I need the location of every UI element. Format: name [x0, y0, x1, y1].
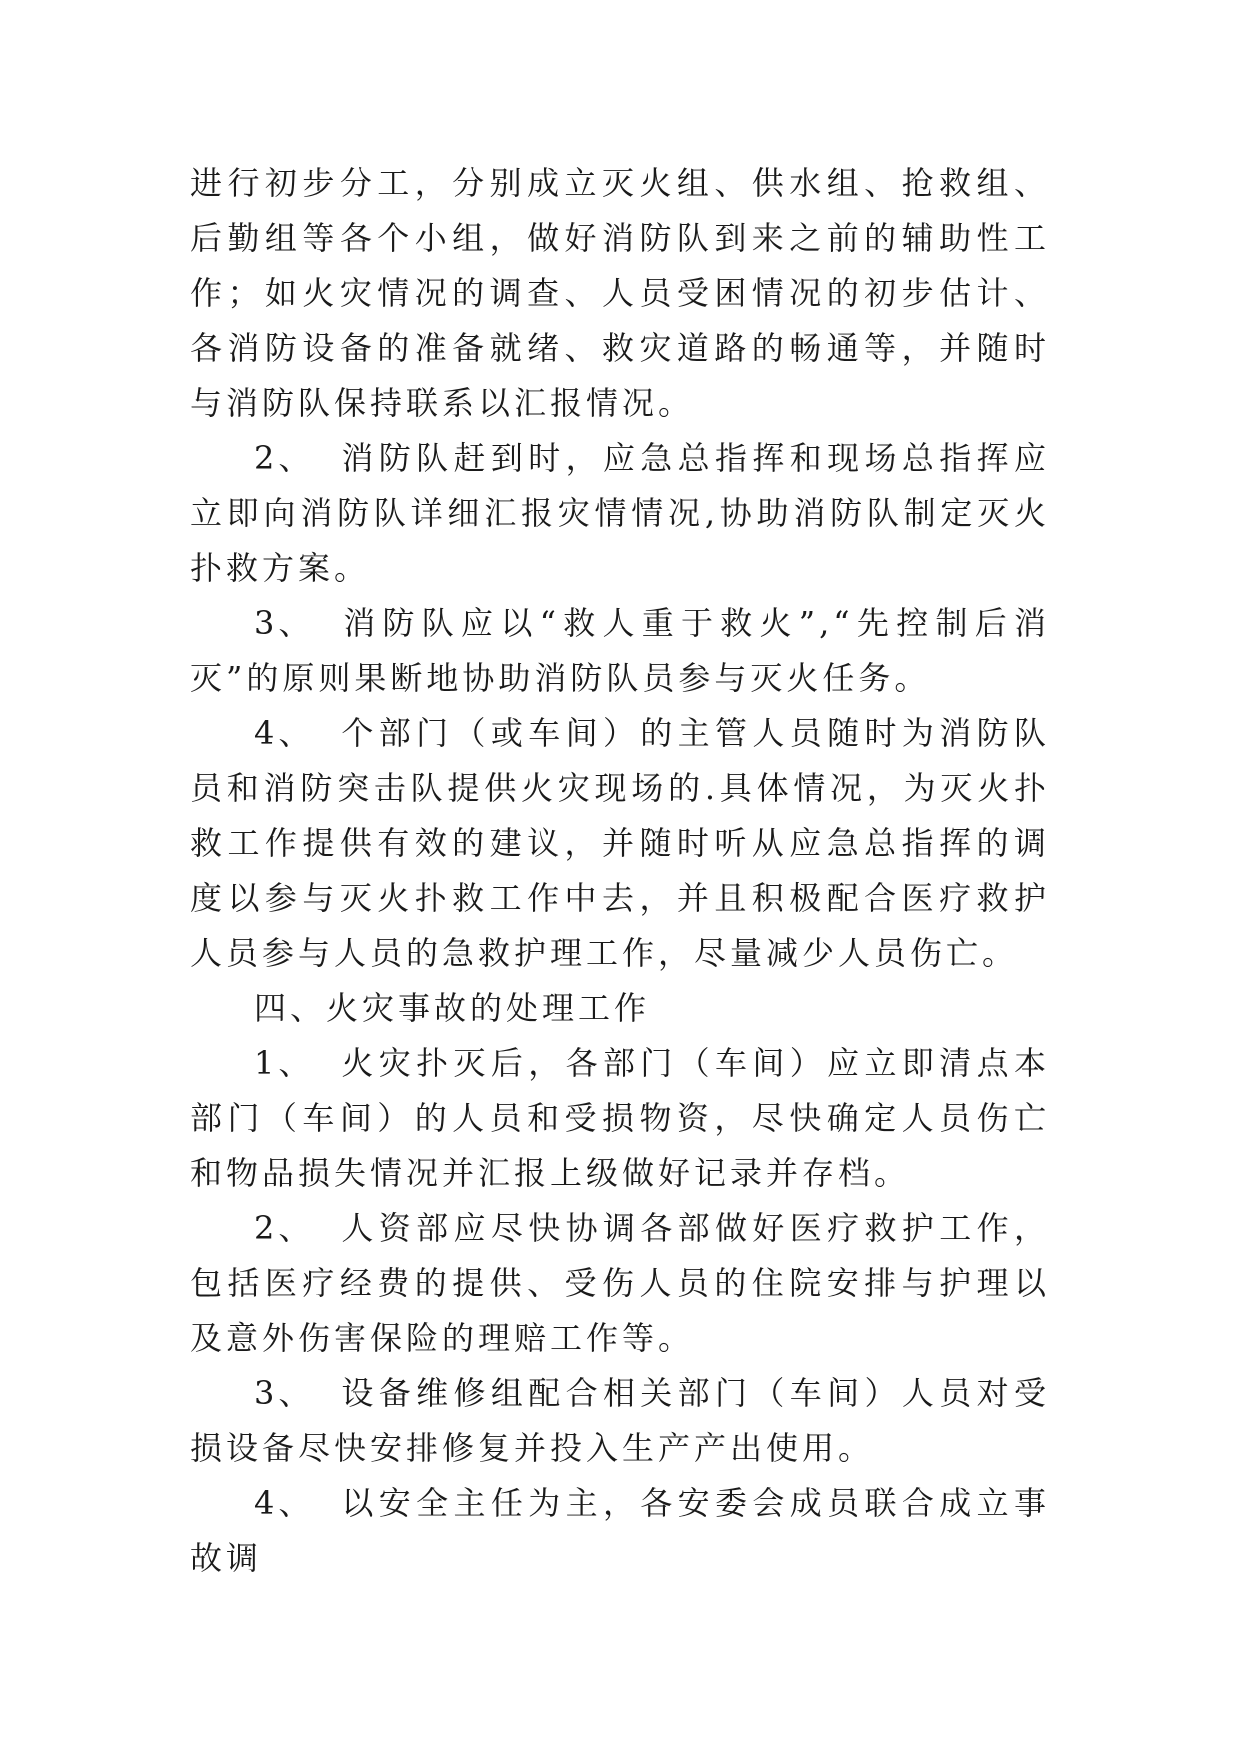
paragraph-number: 2、: [254, 1209, 315, 1247]
paragraph-text: 进行初步分工，分别成立灭火组、供水组、抢救组、后勤组等各个小组，做好消防队到来之前的辅助性工作；如火灾情况的调查、人员受困情况的初步估计、各消防设备的准备就绪、救灾道路的畅通等，并随时与消防队保持联系以汇报情况。: [190, 164, 1050, 422]
paragraph-text: 设备维修组配合相关部门（车间）人员对受损设备尽快安排修复并投入生产产出使用。: [190, 1374, 1050, 1467]
paragraph-text: 个部门（或车间）的主管人员随时为消防队员和消防突击队提供火灾现场的.具体情况，为灭火扑救工作提供有效的建议，并随时听从应急总指挥的调度以参与灭火扑救工作中去，并且积极配合医疗救护人员参与人员的急救护理工作，尽量减少人员伤亡。: [190, 714, 1050, 972]
paragraph-6: [190, 1201, 1050, 1366]
paragraph-2: [190, 431, 1050, 596]
paragraph-8: [190, 1476, 1050, 1586]
paragraph-3: [190, 596, 1050, 706]
paragraph-4: [190, 706, 1050, 981]
section-heading: [190, 981, 1050, 1036]
paragraph-text: 人资部应尽快协调各部做好医疗救护工作，包括医疗经费的提供、受伤人员的住院安排与护理以及意外伤害保险的理赔工作等。: [190, 1209, 1050, 1357]
paragraph-text: 消防队赶到时，应急总指挥和现场总指挥应立即向消防队详细汇报灾情情况,协助消防队制定灭火扑救方案。: [190, 439, 1050, 587]
section-heading-text: 四、火灾事故的处理工作: [254, 989, 651, 1027]
paragraph-1: [190, 156, 1050, 431]
paragraph-number: 4、: [254, 714, 315, 752]
paragraph-text: 火灾扑灭后，各部门（车间）应立即清点本部门（车间）的人员和受损物资，尽快确定人员伤亡和物品损失情况并汇报上级做好记录并存档。: [190, 1044, 1050, 1192]
document-body: [190, 156, 1050, 1586]
paragraph-number: 4、: [254, 1484, 315, 1522]
paragraph-7: [190, 1366, 1050, 1476]
paragraph-text: 消防队应以“救人重于救火”,“先控制后消灭”的原则果断地协助消防队员参与灭火任务。: [190, 604, 1050, 697]
paragraph-number: 3、: [254, 604, 315, 642]
paragraph-5: [190, 1036, 1050, 1201]
paragraph-number: 2、: [254, 439, 315, 477]
paragraph-number: 1、: [254, 1044, 315, 1082]
paragraph-number: 3、: [254, 1374, 315, 1412]
paragraph-text: 以安全主任为主，各安委会成员联合成立事故调: [190, 1484, 1050, 1577]
